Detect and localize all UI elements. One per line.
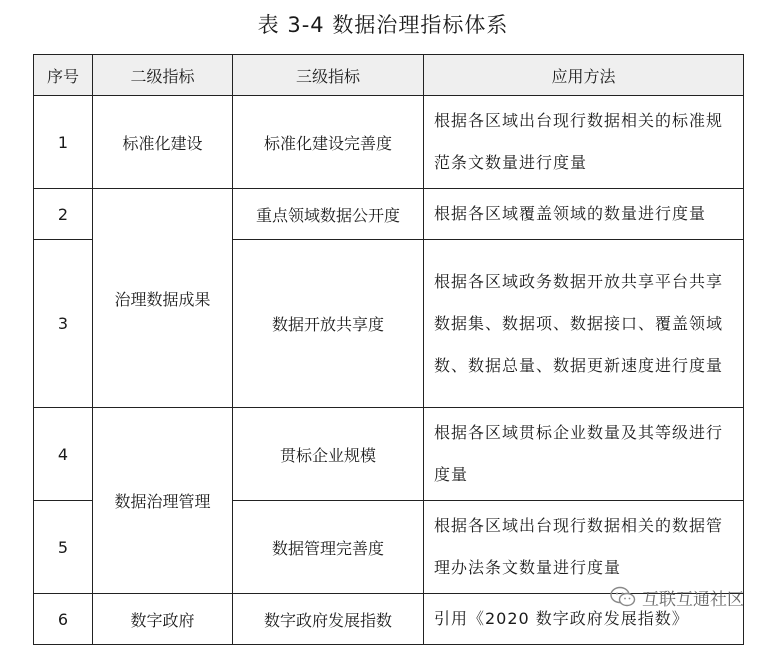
cell-seq: 4 [34,408,93,501]
header-level3: 三级指标 [233,55,424,96]
cell-seq: 2 [34,189,93,240]
cell-method: 引用《2020 数字政府发展指数》 [424,594,744,645]
cell-level3: 数据开放共享度 [233,240,424,408]
cell-seq: 5 [34,501,93,594]
cell-level2: 数据治理管理 [93,408,233,594]
cell-method: 根据各区域政务数据开放共享平台共享数据集、数据项、数据接口、覆盖领域数、数据总量、数据更新速度进行度量 [424,240,744,408]
cell-level3: 数据管理完善度 [233,501,424,594]
cell-seq: 3 [34,240,93,408]
table-row [34,408,744,501]
watermark-text: 互联互通社区 [642,589,744,610]
cell-level3: 贯标企业规模 [233,408,424,501]
header-row [34,55,744,96]
cell-level2: 标准化建设 [93,96,233,189]
cell-method: 根据各区域出台现行数据相关的数据管理办法条文数量进行度量 [424,501,744,594]
cell-level3: 标准化建设完善度 [233,96,424,189]
header-seq: 序号 [34,55,93,96]
cell-method: 根据各区域出台现行数据相关的标准规范条文数量进行度量 [424,96,744,189]
cell-level3: 数字政府发展指数 [233,594,424,645]
watermark [610,580,744,614]
cell-seq: 1 [34,96,93,189]
cell-seq: 6 [34,594,93,645]
table-title: 表 3-4 数据治理指标体系 [257,13,509,37]
cell-method: 根据各区域覆盖领域的数量进行度量 [424,189,744,240]
wechat-icon [610,586,636,608]
indicator-table [33,54,744,645]
cell-method: 根据各区域贯标企业数量及其等级进行度量 [424,408,744,501]
cell-level2: 治理数据成果 [93,189,233,408]
cell-level3: 重点领域数据公开度 [233,189,424,240]
table-row [34,96,744,189]
header-level2: 二级指标 [93,55,233,96]
cell-level2: 数字政府 [93,594,233,645]
header-method: 应用方法 [424,55,744,96]
table-row [34,189,744,240]
